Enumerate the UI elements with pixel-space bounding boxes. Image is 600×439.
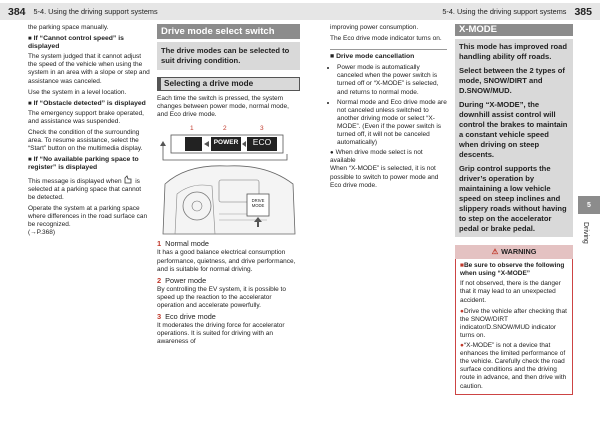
paragraph: The emergency support brake operated, and assistance was suspended. [28, 109, 144, 125]
list-item: • Power mode is automatically canceled when the power switch is turned off or “X-MODE” is selected, and returns to normal mode. [337, 64, 447, 96]
page-reference-link[interactable]: (→P.368) [28, 229, 55, 237]
column-3 [330, 24, 447, 193]
circle-bullet-icon: ● [460, 342, 464, 350]
heading-drive-mode-cancellation: ■ Drive mode cancellation [330, 49, 447, 61]
paragraph: If not observed, there is the danger that it may lead to an unexpected accident. [460, 280, 561, 304]
paragraph [28, 175, 150, 202]
mode-number: 3 [157, 312, 162, 322]
heading-cannot-control: ■ If “Cannot control speed” is displayed [28, 35, 150, 51]
paragraph: Grip control supports the driver’s operation by maintaining a low vehicle speed on steep inclines and slippery roads without having to step on the accelerator pedal or brake pedal. [459, 164, 567, 234]
paragraph: Each time the switch is pressed, the system changes between power mode, normal mode, and Eco drive mode. [157, 95, 289, 119]
drive-mode-diagram [157, 124, 300, 236]
text: Operate the system at a parking space where differences in the road surface can be recognized. [28, 204, 148, 228]
left-section-title: 5-4. Using the driving support systems [33, 7, 158, 16]
warning-triangle-icon: ⚠ [491, 247, 499, 257]
mode-item-power [157, 277, 300, 285]
eco-label: ECO [252, 137, 272, 148]
column-2 [157, 24, 300, 350]
mode-item-eco [157, 313, 300, 321]
text: “X-MODE” is not a device that enhances the limited performance of the vehicle. Carefully check the road surface conditions and the driving route in advance, and then drive with caution. [460, 342, 567, 390]
mode-number: 1 [157, 239, 162, 249]
paragraph: The Eco drive mode indicator turns on. [330, 35, 442, 43]
mode-label: Normal mode [165, 239, 209, 249]
text: Drive the vehicle after checking that the SNOW/DIRT indicator/D.SNOW/MUD indicator turns on. [460, 307, 567, 339]
square-bullet-icon: ■ [460, 262, 464, 270]
text: This message is displayed when [28, 177, 122, 185]
section-header-drive-mode: Drive mode select switch [157, 24, 300, 39]
warning-header [455, 245, 573, 259]
text: is selected at a parking space that cannot be detected. [28, 177, 142, 201]
warning-body [455, 259, 573, 394]
right-page-header [300, 3, 600, 20]
chapter-tab[interactable]: 5 [578, 196, 600, 214]
subsection-header: Selecting a drive mode [157, 77, 300, 91]
column-1 [28, 24, 150, 240]
paragraph: improving power consumption. [330, 24, 419, 31]
paragraph [28, 205, 150, 237]
chapter-label: Driving [582, 222, 589, 244]
paragraph: Use the system in a level location. [28, 88, 127, 96]
cancellation-list [330, 64, 447, 147]
mode-number: 2 [157, 275, 162, 285]
circle-bullet-icon: ● [460, 307, 464, 315]
heading-not-available [330, 149, 447, 165]
paragraph: During “X-MODE”, the downhill assist control will control the brakes to maintain a constant vehicle speed when driving on steep descents. [459, 100, 568, 160]
paragraph: The system judged that it cannot adjust the speed of the vehicle when using the system in an area with a slope or step and assistance was canceled. [28, 53, 150, 85]
mode-number-2: 2 [223, 125, 227, 133]
column-4 [455, 24, 573, 395]
mode-item-normal [157, 240, 300, 248]
list-item: • Normal mode and Eco drive mode are not canceled unless switched to another driving mode or select “X-MODE”. (Even if the power switch is turned off, it will not be canceled automatically) [337, 99, 447, 148]
paragraph: When “X-MODE” is selected, it is not possible to switch to power mode and Eco drive mode. [330, 165, 439, 189]
warning-title: WARNING [501, 247, 537, 257]
paragraph: the parking space manually. [28, 24, 109, 31]
left-page-number: 384 [8, 5, 26, 18]
x-mode-summary-box [455, 39, 573, 237]
mode-number-3: 3 [260, 125, 264, 133]
warning-item [460, 342, 568, 391]
paragraph: It moderates the driving force for accelerator operations. It is suited for driving with an awareness of [157, 322, 285, 346]
left-page-header [0, 3, 300, 20]
drive-mode-button[interactable]: DRIVE MODE [251, 198, 265, 209]
paragraph: Check the condition of the surrounding area. To resume assistance, select the “Start” button on the multimedia display. [28, 129, 143, 153]
power-label: POWER [213, 139, 239, 147]
warning-item [460, 308, 568, 340]
right-page-number: 385 [574, 5, 592, 18]
parking-hand-icon [123, 175, 133, 184]
text: When drive mode select is not available [330, 149, 423, 165]
warning-heading [460, 262, 568, 278]
summary-box: The drive modes can be selected to suit driving condition. [157, 42, 300, 70]
paragraph: This mode has improved road handling ability off roads. [459, 42, 568, 62]
mode-label: Power mode [165, 275, 207, 285]
paragraph: By controlling the EV system, it is possible to speed up the reaction to the accelerator operation and accelerate powerfully. [157, 285, 286, 310]
right-section-title: 5-4. Using the driving support systems [442, 7, 567, 16]
mode-label: Eco drive mode [165, 312, 216, 322]
paragraph: It has a good balance electrical consumption performance, quietness, and drive performance, and is suitable for normal driving. [157, 249, 296, 273]
heading-obstacle-detected: ■ If “Obstacle detected” is displayed [28, 100, 150, 108]
mode-number-1: 1 [190, 125, 194, 133]
paragraph: Select between the 2 types of mode, SNOW/DIRT and D.SNOW/MUD. [459, 66, 565, 96]
text: Be sure to observe the following when using “X-MODE” [460, 262, 565, 278]
heading-no-parking-space: ■ If “No available parking space to register” is displayed [28, 156, 150, 172]
section-header-x-mode: X-MODE [455, 24, 573, 36]
